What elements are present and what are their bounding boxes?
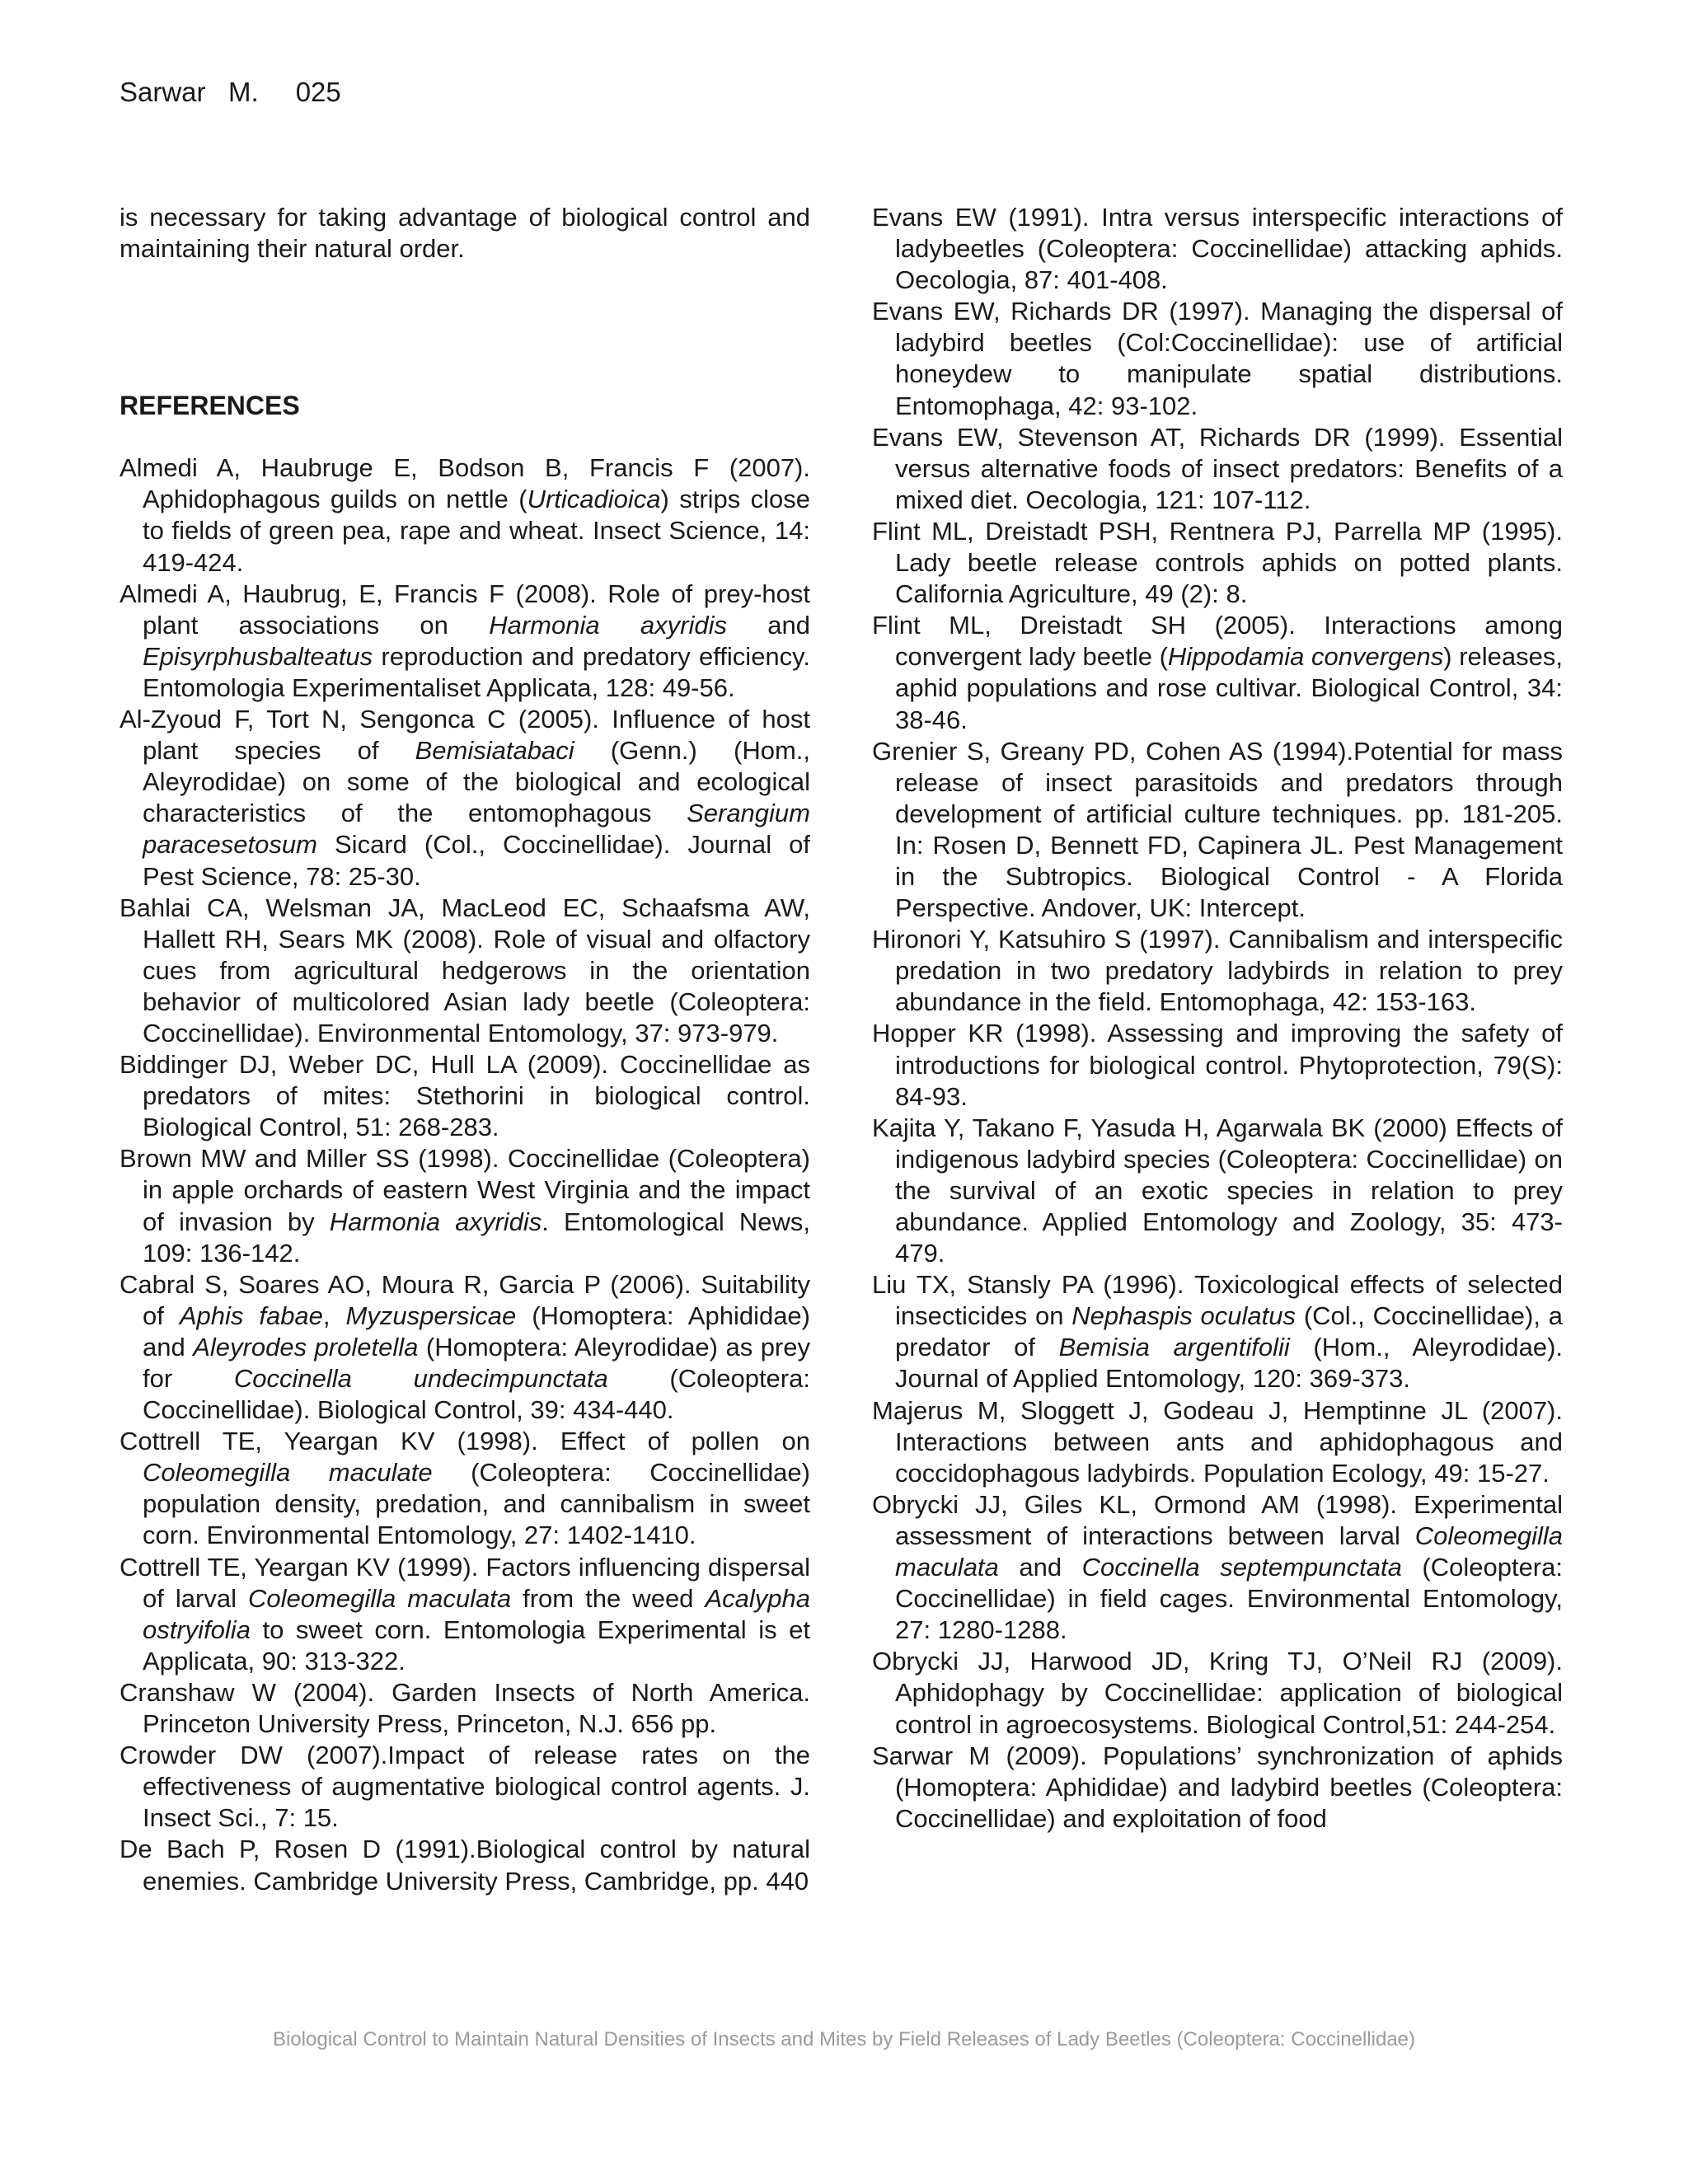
- reference-entry: Crowder DW (2007).Impact of release rates on the effectiveness of augmentative biological control agents. J. Insect Sci., 7: 15.: [120, 1741, 810, 1833]
- header-page-number: 025: [295, 77, 341, 107]
- reference-entry: Liu TX, Stansly PA (1996). Toxicological effects of selected insecticides on Nephaspis oculatus (Col., Coccinellidae), a predator of Bemisia argentifolii (Hom., Aleyrodidae). Journal of Applied Entomology, 120: 369-373.: [872, 1270, 1564, 1394]
- reference-entry: Almedi A, Haubruge E, Bodson B, Francis F (2007). Aphidophagous guilds on nettle (Urticadioica) strips close to fields of green pea, rape and wheat. Insect Science, 14: 419-424.: [120, 453, 810, 577]
- reference-entry: Bahlai CA, Welsman JA, MacLeod EC, Schaafsma AW, Hallett RH, Sears MK (2008). Role of visual and olfactory cues from agricultural hedgerows in the orientation behavior of multicolored Asian lady beetle (Coleoptera: Coccinellidae). Environmental Entomology, 37: 973-979.: [120, 893, 810, 1047]
- right-column: [872, 202, 1563, 1835]
- references-heading: REFERENCES: [120, 391, 300, 421]
- header-author: Sarwar M.: [120, 77, 259, 107]
- reference-entry: Kajita Y, Takano F, Yasuda H, Agarwala BK (2000) Effects of indigenous ladybird species (Coleoptera: Coccinellidae) on the survival of an exotic species in relation to prey abundance. Applied Entomology and Zoology, 35: 473-479.: [872, 1113, 1563, 1268]
- reference-entry: Majerus M, Sloggett J, Godeau J, Hemptinne JL (2007). Interactions between ants and aphidophagous and coccidophagous ladybirds. Population Ecology, 49: 15-27.: [872, 1395, 1563, 1488]
- intro-paragraph: is necessary for taking advantage of biological control and maintaining their natural order.: [120, 203, 810, 264]
- reference-entry: Almedi A, Haubrug, E, Francis F (2008). Role of prey-host plant associations on Harmonia axyridis and Episyrphusbalteatus reproduction and predatory efficiency. Entomologia Experimentaliset Applicata, 128: 49-56.: [120, 579, 810, 702]
- reference-entry: Flint ML, Dreistadt PSH, Rentnera PJ, Parrella MP (1995). Lady beetle release controls aphids on potted plants. California Agriculture, 49 (2): 8.: [872, 516, 1563, 609]
- reference-entry: Brown MW and Miller SS (1998). Coccinellidae (Coleoptera) in apple orchards of eastern West Virginia and the impact of invasion by Harmonia axyridis. Entomological News, 109: 136-142.: [120, 1144, 811, 1268]
- left-reference-list: [120, 452, 810, 1896]
- reference-entry: Evans EW, Stevenson AT, Richards DR (1999). Essential versus alternative foods of insect predators: Benefits of a mixed diet. Oecologia, 121: 107-112.: [872, 422, 1563, 514]
- running-header: [120, 76, 341, 109]
- reference-entry: Hopper KR (1998). Assessing and improving the safety of introductions for biological control. Phytoprotection, 79(S): 84-93.: [872, 1019, 1563, 1111]
- reference-entry: Obrycki JJ, Giles KL, Ormond AM (1998). Experimental assessment of interactions between larval Coleomegilla maculata and Coccinella septempunctata (Coleoptera: Coccinellidae) in field cages. Environmental Entomology, 27: 1280-1288.: [872, 1489, 1563, 1645]
- left-column: [120, 202, 810, 1897]
- reference-entry: Sarwar M (2009). Populations’ synchronization of aphids (Homoptera: Aphididae) and ladybird beetles (Coleoptera: Coccinellidae) and exploitation of food: [872, 1741, 1563, 1833]
- reference-entry: Evans EW, Richards DR (1997). Managing the dispersal of ladybird beetles (Col:Coccinellidae): use of artificial honeydew to manipulate spatial distributions. Entomophaga, 42: 93-102.: [872, 297, 1563, 420]
- reference-entry: Al-Zyoud F, Tort N, Sengonca C (2005). Influence of host plant species of Bemisiatabaci (Genn.) (Hom., Aleyrodidae) on some of the biological and ecological characteristics of the entomophagous Serangium paracesetosum Sicard (Col., Coccinellidae). Journal of Pest Science, 78: 25-30.: [120, 705, 810, 891]
- reference-entry: Biddinger DJ, Weber DC, Hull LA (2009). Coccinellidae as predators of mites: Stethorini in biological control. Biological Control, 51: 268-283.: [120, 1050, 810, 1142]
- right-reference-list: [872, 202, 1563, 1835]
- reference-entry: Cottrell TE, Yeargan KV (1999). Factors influencing dispersal of larval Coleomegilla maculata from the weed Acalypha ostryifolia to sweet corn. Entomologia Experimental is et Applicata, 90: 313-322.: [120, 1552, 810, 1675]
- page-footer: Biological Control to Maintain Natural Densities of Insects and Mites by Field Releases of Lady Beetles (Coleoptera: Coccinellidae): [272, 2028, 1416, 2050]
- reference-entry: Evans EW (1991). Intra versus interspecific interactions of ladybeetles (Coleoptera: Coccinellidae) attacking aphids. Oecologia, 87: 401-408.: [872, 203, 1563, 295]
- reference-entry: Flint ML, Dreistadt SH (2005). Interactions among convergent lady beetle (Hippodamia convergens) releases, aphid populations and rose cultivar. Biological Control, 34: 38-46.: [872, 611, 1563, 734]
- reference-entry: Grenier S, Greany PD, Cohen AS (1994).Potential for mass release of insect parasitoids and predators through development of artificial culture techniques. pp. 181-205. In: Rosen D, Bennett FD, Capinera JL. Pest Management in the Subtropics. Biological Control - A Florida Perspective. Andover, UK: Intercept.: [872, 736, 1563, 923]
- reference-entry: De Bach P, Rosen D (1991).Biological control by natural enemies. Cambridge University Press, Cambridge, pp. 440: [120, 1835, 810, 1896]
- reference-entry: Cabral S, Soares AO, Moura R, Garcia P (2006). Suitability of Aphis fabae, Myzuspersicae (Homoptera: Aphididae) and Aleyrodes proletella (Homoptera: Aleyrodidae) as prey for Coccinella undecimpunctata (Coleoptera: Coccinellidae). Biological Control, 39: 434-440.: [120, 1269, 810, 1425]
- reference-entry: Cranshaw W (2004). Garden Insects of North America. Princeton University Press, Princeton, N.J. 656 pp.: [120, 1677, 810, 1739]
- reference-entry: Cottrell TE, Yeargan KV (1998). Effect of pollen on Coleomegilla maculate (Coleoptera: Coccinellidae) population density, predation, and cannibalism in sweet corn. Environmental Entomology, 27: 1402-1410.: [120, 1427, 810, 1550]
- reference-entry: Obrycki JJ, Harwood JD, Kring TJ, O’Neil RJ (2009). Aphidophagy by Coccinellidae: application of biological control in agroecosystems. Biological Control,51: 244-254.: [872, 1647, 1563, 1739]
- reference-entry: Hironori Y, Katsuhiro S (1997). Cannibalism and interspecific predation in two predatory ladybirds in relation to prey abundance in the field. Entomophaga, 42: 153-163.: [872, 925, 1563, 1017]
